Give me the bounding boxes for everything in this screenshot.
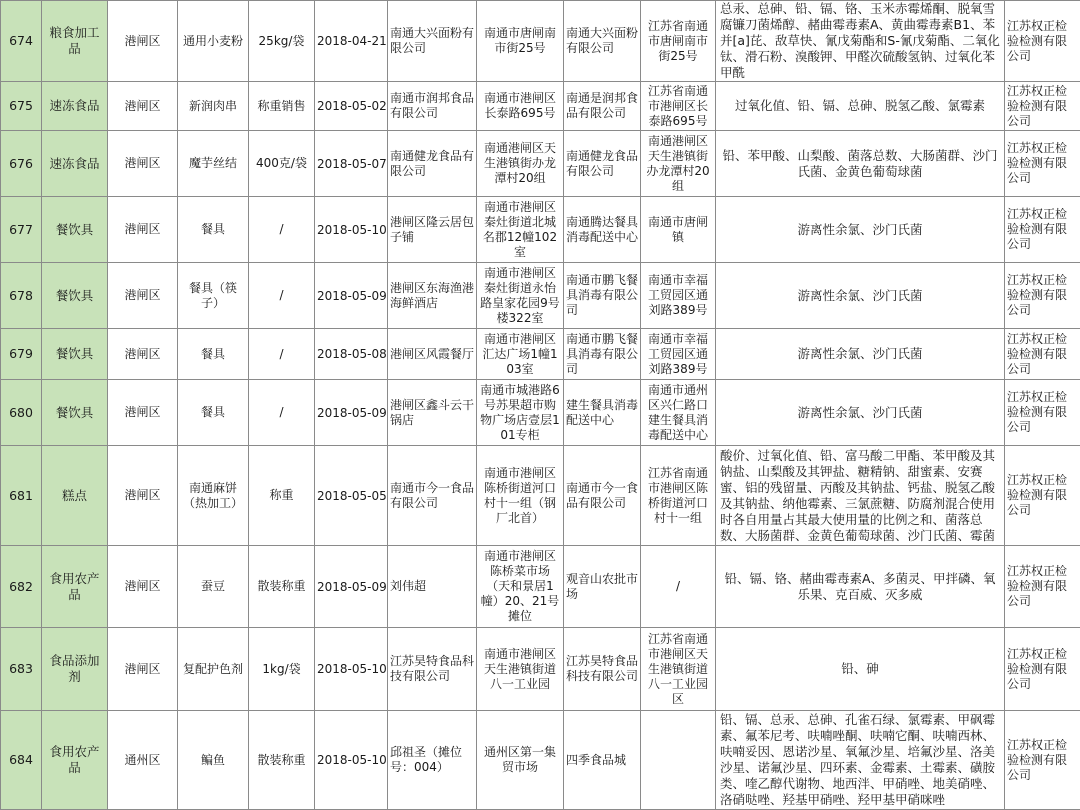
product-name: 复配护色剂 bbox=[178, 628, 249, 711]
food-category: 餐饮具 bbox=[42, 263, 108, 329]
test-items: 游离性余氯、沙门氏菌 bbox=[716, 380, 1005, 446]
product-name: 南通麻饼（热加工） bbox=[178, 446, 249, 546]
producer-address: 南通市港闸区长泰路695号 bbox=[477, 82, 564, 131]
district: 港闸区 bbox=[108, 197, 178, 263]
district: 港闸区 bbox=[108, 82, 178, 131]
production-date: 2018-04-21 bbox=[315, 1, 388, 82]
product-name: 蚕豆 bbox=[178, 546, 249, 628]
product-name: 通用小麦粉 bbox=[178, 1, 249, 82]
district: 港闸区 bbox=[108, 628, 178, 711]
package-spec: 散装称重 bbox=[249, 546, 315, 628]
package-spec: 400克/袋 bbox=[249, 131, 315, 197]
table-row bbox=[1, 131, 1080, 197]
package-spec: 1kg/袋 bbox=[249, 628, 315, 711]
package-spec: 称重销售 bbox=[249, 82, 315, 131]
producer-name: 港闸区风霞餐厅 bbox=[388, 329, 477, 380]
producer-name: 港闸区隆云居包子铺 bbox=[388, 197, 477, 263]
row-number: 680 bbox=[1, 380, 42, 446]
food-category: 食用农产品 bbox=[42, 711, 108, 810]
row-number: 676 bbox=[1, 131, 42, 197]
product-name: 餐具 bbox=[178, 329, 249, 380]
seller-address: / bbox=[641, 546, 716, 628]
testing-agency: 江苏权正检验检测有限公司 bbox=[1005, 446, 1080, 546]
test-items: 游离性余氯、沙门氏菌 bbox=[716, 329, 1005, 380]
district: 通州区 bbox=[108, 711, 178, 810]
food-category: 糕点 bbox=[42, 446, 108, 546]
table-row bbox=[1, 628, 1080, 711]
district: 港闸区 bbox=[108, 380, 178, 446]
seller-address: 南通市幸福工贸园区通刘路389号 bbox=[641, 263, 716, 329]
row-number: 684 bbox=[1, 711, 42, 810]
test-items: 铅、镉、总汞、总砷、孔雀石绿、氯霉素、甲砜霉素、氟苯尼考、呋喃唑酮、呋喃它酮、呋喃西林、呋喃妥因、恩诺沙星、氧氟沙星、培氟沙星、洛美沙星、诺氟沙星、四环素、金霉素、土霉素、磺胺类、喹乙醇代谢物、地西泮、甲硝唑、地美硝唑、洛硝哒唑、羟基甲硝唑、羟甲基甲硝咪唑 bbox=[716, 711, 1005, 810]
seller-name: 四季食品城 bbox=[564, 711, 641, 810]
table-row bbox=[1, 197, 1080, 263]
seller-name: 南通腾达餐具消毒配送中心 bbox=[564, 197, 641, 263]
producer-name: 江苏昊特食品科技有限公司 bbox=[388, 628, 477, 711]
producer-address: 南通市港闸区秦灶街道北城名郡12幢102室 bbox=[477, 197, 564, 263]
production-date: 2018-05-07 bbox=[315, 131, 388, 197]
producer-name: 南通大兴面粉有限公司 bbox=[388, 1, 477, 82]
production-date: 2018-05-02 bbox=[315, 82, 388, 131]
producer-name: 南通健龙食品有限公司 bbox=[388, 131, 477, 197]
row-number: 682 bbox=[1, 546, 42, 628]
product-name: 餐具 bbox=[178, 197, 249, 263]
seller-name: 建生餐具消毒配送中心 bbox=[564, 380, 641, 446]
producer-address: 南通市港闸区陈桥菜市场（天和景居1幢）20、21号摊位 bbox=[477, 546, 564, 628]
producer-name: 邱祖圣（摊位号：004） bbox=[388, 711, 477, 810]
producer-name: 南通市润邦食品有限公司 bbox=[388, 82, 477, 131]
table-row bbox=[1, 82, 1080, 131]
seller-address: 江苏省南通市唐闸南市街25号 bbox=[641, 1, 716, 82]
producer-address: 南通港闸区天生港镇街办龙潭村20组 bbox=[477, 131, 564, 197]
test-items: 游离性余氯、沙门氏菌 bbox=[716, 197, 1005, 263]
producer-name: 港闸区鑫斗云干锅店 bbox=[388, 380, 477, 446]
seller-name: 南通市今一食品有限公司 bbox=[564, 446, 641, 546]
package-spec: / bbox=[249, 329, 315, 380]
seller-name: 观音山农批市场 bbox=[564, 546, 641, 628]
testing-agency: 江苏权正检验检测有限公司 bbox=[1005, 197, 1080, 263]
test-items: 过氧化值、铅、镉、总砷、脱氢乙酸、氯霉素 bbox=[716, 82, 1005, 131]
food-category: 食品添加剂 bbox=[42, 628, 108, 711]
producer-name: 南通市今一食品有限公司 bbox=[388, 446, 477, 546]
test-items: 游离性余氯、沙门氏菌 bbox=[716, 263, 1005, 329]
row-number: 683 bbox=[1, 628, 42, 711]
producer-address: 通州区第一集贸市场 bbox=[477, 711, 564, 810]
product-name: 新润肉串 bbox=[178, 82, 249, 131]
production-date: 2018-05-05 bbox=[315, 446, 388, 546]
testing-agency: 江苏权正检验检测有限公司 bbox=[1005, 628, 1080, 711]
package-spec: / bbox=[249, 197, 315, 263]
table-row bbox=[1, 263, 1080, 329]
production-date: 2018-05-09 bbox=[315, 546, 388, 628]
district: 港闸区 bbox=[108, 263, 178, 329]
testing-agency: 江苏权正检验检测有限公司 bbox=[1005, 1, 1080, 82]
producer-address: 南通市港闸区陈桥街道河口村十一组（钢厂北首） bbox=[477, 446, 564, 546]
seller-name: 江苏昊特食品科技有限公司 bbox=[564, 628, 641, 711]
seller-address: 南通市通州区兴仁路口建生餐具消毒配送中心 bbox=[641, 380, 716, 446]
row-number: 675 bbox=[1, 82, 42, 131]
table-row bbox=[1, 329, 1080, 380]
producer-address: 南通市城港路6号苏果超市购物广场店壹层101专柜 bbox=[477, 380, 564, 446]
package-spec: / bbox=[249, 263, 315, 329]
test-items: 铅、镉、铬、赭曲霉毒素A、多菌灵、甲拌磷、氧乐果、克百威、灭多威 bbox=[716, 546, 1005, 628]
production-date: 2018-05-10 bbox=[315, 711, 388, 810]
package-spec: / bbox=[249, 380, 315, 446]
food-category: 餐饮具 bbox=[42, 197, 108, 263]
row-number: 681 bbox=[1, 446, 42, 546]
producer-address: 南通市港闸区汇达广场1幢103室 bbox=[477, 329, 564, 380]
seller-name: 南通市鹏飞餐具消毒有限公司 bbox=[564, 263, 641, 329]
seller-name: 南通大兴面粉有限公司 bbox=[564, 1, 641, 82]
table-row bbox=[1, 446, 1080, 546]
testing-agency: 江苏权正检验检测有限公司 bbox=[1005, 131, 1080, 197]
seller-address: 南通市幸福工贸园区通刘路389号 bbox=[641, 329, 716, 380]
package-spec: 称重 bbox=[249, 446, 315, 546]
seller-address: 江苏省南通市港闸区陈桥街道河口村十一组 bbox=[641, 446, 716, 546]
seller-address: 南通港闸区天生港镇街办龙潭村20组 bbox=[641, 131, 716, 197]
food-category: 餐饮具 bbox=[42, 380, 108, 446]
district: 港闸区 bbox=[108, 1, 178, 82]
production-date: 2018-05-10 bbox=[315, 628, 388, 711]
product-name: 鳊鱼 bbox=[178, 711, 249, 810]
producer-name: 刘伟超 bbox=[388, 546, 477, 628]
package-spec: 散装称重 bbox=[249, 711, 315, 810]
package-spec: 25kg/袋 bbox=[249, 1, 315, 82]
seller-address: 江苏省南通市港闸区长泰路695号 bbox=[641, 82, 716, 131]
district: 港闸区 bbox=[108, 131, 178, 197]
testing-agency: 江苏权正检验检测有限公司 bbox=[1005, 380, 1080, 446]
seller-name: 南通健龙食品有限公司 bbox=[564, 131, 641, 197]
producer-address: 南通市港闸区秦灶街道永怡路皇家花园9号楼322室 bbox=[477, 263, 564, 329]
district: 港闸区 bbox=[108, 329, 178, 380]
test-items: 铅、苯甲酸、山梨酸、菌落总数、大肠菌群、沙门氏菌、金黄色葡萄球菌 bbox=[716, 131, 1005, 197]
seller-name: 南通是润邦食品有限公司 bbox=[564, 82, 641, 131]
testing-agency: 江苏权正检验检测有限公司 bbox=[1005, 546, 1080, 628]
seller-address: 南通市唐闸镇 bbox=[641, 197, 716, 263]
row-number: 677 bbox=[1, 197, 42, 263]
table-row bbox=[1, 1, 1080, 82]
seller-address: 江苏省南通市港闸区天生港镇街道八一工业园区 bbox=[641, 628, 716, 711]
food-category: 速冻食品 bbox=[42, 131, 108, 197]
production-date: 2018-05-08 bbox=[315, 329, 388, 380]
test-items: 总汞、总砷、铅、镉、铬、玉米赤霉烯酮、脱氧雪腐镰刀菌烯醇、赭曲霉毒素A、黄曲霉毒素B1、苯并[a]芘、敌草快、氰戊菊酯和S-氰戊菊酯、二氧化钛、滑石粉、溴酸钾、甲醛次硫酸氢钠、过氧化苯甲酰 bbox=[716, 1, 1005, 82]
seller-address bbox=[641, 711, 716, 810]
row-number: 679 bbox=[1, 329, 42, 380]
product-name: 魔芋丝结 bbox=[178, 131, 249, 197]
testing-agency: 江苏权正检验检测有限公司 bbox=[1005, 263, 1080, 329]
food-category: 速冻食品 bbox=[42, 82, 108, 131]
seller-name: 南通市鹏飞餐具消毒有限公司 bbox=[564, 329, 641, 380]
row-number: 678 bbox=[1, 263, 42, 329]
producer-name: 港闸区东海渔港海鲜酒店 bbox=[388, 263, 477, 329]
producer-address: 南通市唐闸南市街25号 bbox=[477, 1, 564, 82]
production-date: 2018-05-09 bbox=[315, 263, 388, 329]
product-name: 餐具 bbox=[178, 380, 249, 446]
food-category: 粮食加工品 bbox=[42, 1, 108, 82]
producer-address: 南通市港闸区天生港镇街道八一工业园 bbox=[477, 628, 564, 711]
table-row bbox=[1, 546, 1080, 628]
district: 港闸区 bbox=[108, 546, 178, 628]
testing-agency: 江苏权正检验检测有限公司 bbox=[1005, 329, 1080, 380]
test-items: 铅、砷 bbox=[716, 628, 1005, 711]
table-row bbox=[1, 711, 1080, 810]
food-category: 餐饮具 bbox=[42, 329, 108, 380]
testing-agency: 江苏权正检验检测有限公司 bbox=[1005, 82, 1080, 131]
testing-agency: 江苏权正检验检测有限公司 bbox=[1005, 711, 1080, 810]
table-row bbox=[1, 380, 1080, 446]
food-category: 食用农产品 bbox=[42, 546, 108, 628]
row-number: 674 bbox=[1, 1, 42, 82]
production-date: 2018-05-10 bbox=[315, 197, 388, 263]
production-date: 2018-05-09 bbox=[315, 380, 388, 446]
test-items: 酸价、过氧化值、铅、富马酸二甲酯、苯甲酸及其钠盐、山梨酸及其钾盐、糖精钠、甜蜜素、安赛蜜、铝的残留量、丙酸及其钠盐、钙盐、脱氢乙酸及其钠盐、纳他霉素、三氯蔗糖、防腐剂混合使用时各自用量占其最大使用量的比例之和、菌落总数、大肠菌群、金黄色葡萄球菌、沙门氏菌、霉菌 bbox=[716, 446, 1005, 546]
product-name: 餐具（筷子） bbox=[178, 263, 249, 329]
district: 港闸区 bbox=[108, 446, 178, 546]
